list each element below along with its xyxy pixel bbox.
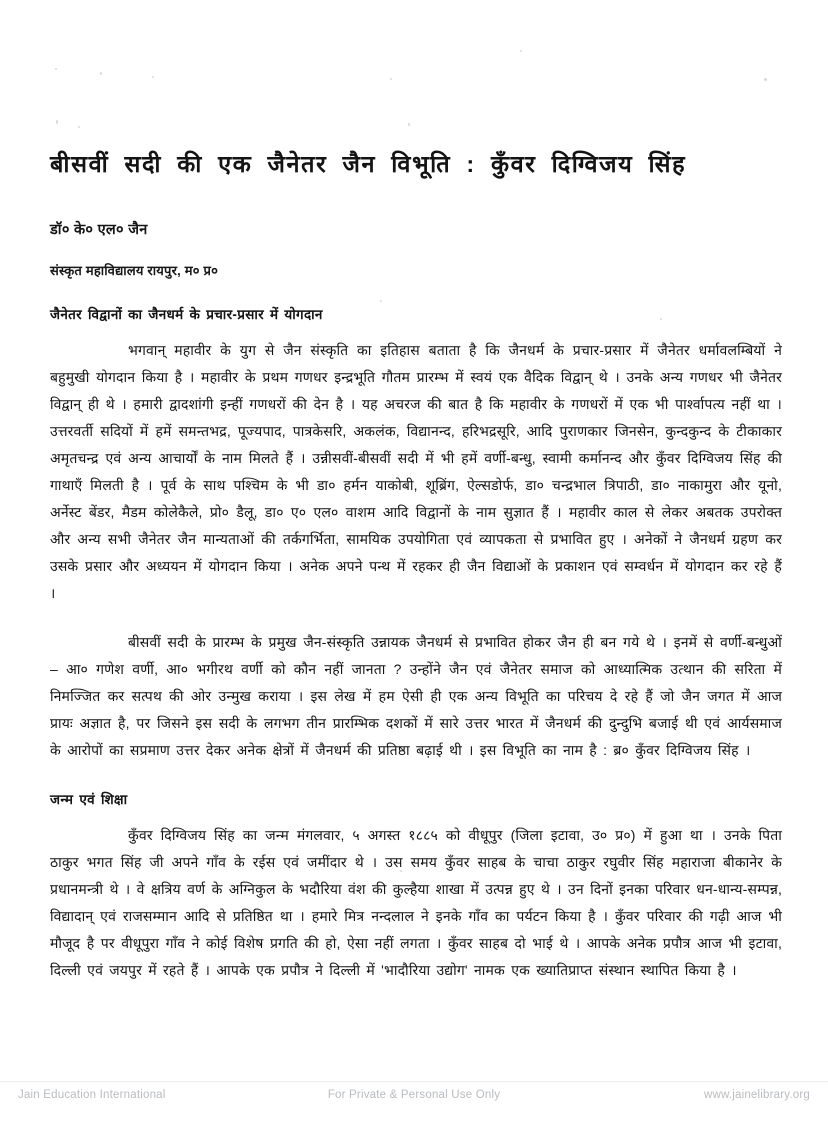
- paragraph: बीसवीं सदी के प्रारम्भ के प्रमुख जैन-संस्कृति उन्नायक जैनधर्म से प्रभावित होकर जैन ही बन गये थे । इनमें से वर्णी-बन्धुओं – आ० गणेश वर्णी, आ० भगीरथ वर्णी को कौन नहीं जानता ? उन्होंने जैन एवं जैनेतर समाज को आध्यात्मिक उत्थान की सरिता में निमज्जित कर सत्पथ की ओर उन्मुख कराया । इस लेख में हम ऐसी ही एक अन्य विभूति का परिचय दे रहे हैं जो जैन जगत में आज प्रायः अज्ञात है, पर जिसने इस सदी के लगभग तीन प्रारम्भिक दशकों में सारे उत्तर भारत में जैनधर्म की दुन्दुभि बजाई थी एवं आर्यसमाज के आरोपों का सप्रमाण उत्तर देकर अनेक क्षेत्रों में जैनधर्म की प्रतिष्ठा बढ़ाई थी । इस विभूति का नाम है : ब्र० कुँवर दिग्विजय सिंह ।: [50, 634, 782, 759]
- footer-website-url[interactable]: www.jainelibrary.org: [703, 1089, 810, 1101]
- scan-speck: [390, 78, 392, 80]
- footer-usage-notice: For Private & Personal Use Only: [327, 1089, 501, 1101]
- scan-speck: [55, 68, 57, 70]
- section-heading-contribution: जैनेतर विद्वानों का जैनधर्म के प्रचार-प्रसार में योगदान: [50, 307, 323, 323]
- scan-speck: [100, 72, 102, 75]
- page-footer: [0, 1082, 828, 1108]
- section-heading-birth-education: जन्म एवं शिक्षा: [50, 792, 128, 808]
- paragraph: कुँवर दिग्विजय सिंह का जन्म मंगलवार, ५ अगस्त १८८५ को वीधूपुर (जिला इटावा, उ० प्र०) में हुआ था । उनके पिता ठाकुर भगत सिंह जी अपने गाँव के रईस एवं जमींदार थे । उस समय कुँवर साहब के चाचा ठाकुर रघुवीर सिंह महाराजा बीकानेर के प्रधानमन्त्री थे । वे क्षत्रिय वर्ण के अग्निकुल के भदौरिया वंश की कुल्हैया शाखा में उत्पन्न हुए थे । उन दिनों इनका परिवार धन-धान्य-सम्पन्न, विद्यादान् एवं राजसम्मान आदि से प्रतिष्ठित था । हमारे मित्र नन्दलाल ने इनके गाँव का पर्यटन किया है । कुँवर परिवार की गढ़ी आज भी मौजूद है पर वीधूपुरा गाँव ने कोई विशेष प्रगति की हो, ऐसा नहीं लगता । कुँवर साहब दो भाई थे । आपके अनेक प्रपौत्र आज भी इटावा, दिल्ली एवं जयपुर में रहते हैं । आपके एक प्रपौत्र ने दिल्ली में 'भादौरिया उद्योग' नामक एक ख्यातिप्राप्त संस्थान स्थापित किया है ।: [50, 827, 782, 979]
- footer-organization: Jain Education International: [18, 1089, 166, 1101]
- scan-speck: [764, 78, 767, 81]
- page-content: [50, 150, 782, 984]
- scan-speck: [408, 123, 410, 126]
- scan-speck: [520, 50, 522, 52]
- scan-speck: [152, 76, 154, 78]
- author-affiliation: संस्कृत महाविद्यालय रायपुर, म० प्र०: [50, 263, 219, 279]
- author-name: डॉ० के० एल० जैन: [50, 222, 148, 239]
- paragraph: भगवान् महावीर के युग से जैन संस्कृति का इतिहास बताता है कि जैनधर्म के प्रचार-प्रसार में जैनेतर धर्मावलम्बियों ने बहुमुखी योगदान किया है । महावीर के प्रथम गणधर इन्द्रभूति गौतम प्रारम्भ में स्वयं एक वैदिक विद्वान् थे । उनके अन्य गणधर भी जैनेतर विद्वान् ही थे । हमारी द्वादशांगी इन्हीं गणधरों की देन है । यह अचरज की बात है कि महावीर के गणधरों में एक भी पार्श्वापत्य नहीं था । उत्तरवर्ती सदियों में हमें समन्तभद्र, पूज्यपाद, पात्रकेसरि, अकलंक, विद्यानन्द, हरिभद्रसूरि, आदि पुराणकार जिनसेन, कुन्दकुन्द के टीकाकार अमृतचन्द्र एवं अन्य आचार्यों के नाम मिलते हैं । उन्नीसवीं-बीसवीं सदी में भी हमें वर्णी-बन्धु, स्वामी कर्मानन्द और कुँवर दिग्विजय सिंह की गाथाएँ मिलती है । पूर्व के साथ पश्चिम के भी डा० हर्मन याकोबी, शूब्रिंग, ऐल्सडोर्फ, डा० चन्द्रभाल त्रिपाठी, डा० नाकामुरा और यूनो, अर्नेस्ट बेंडर, मैडम कोलेकैले, प्रो० डैलू, डा० ए० एल० वाशम आदि विद्वानों के नाम सुज्ञात हैं । महावीर काल से लेकर अबतक उपरोक्त और अन्य सभी जैनेतर जैन मान्यताओं की तर्कगर्भिता, सामयिक उपयोगिता एवं व्यापकता से प्रभावित हुए । अनेकों ने जैनधर्म ग्रहण कर उसके प्रसार और अध्ययन में योगदान किया । अनेक अपने पन्थ में रहकर ही जैन विद्याओं के प्रकाशन एवं सम्वर्धन में योगदान कर रहे हैं ।: [50, 342, 782, 602]
- scan-speck: [78, 126, 80, 128]
- scan-speck: [56, 120, 58, 124]
- article-title: बीसवीं सदी की एक जैनेतर जैन विभूति : कुँवर दिग्विजय सिंह: [50, 151, 687, 177]
